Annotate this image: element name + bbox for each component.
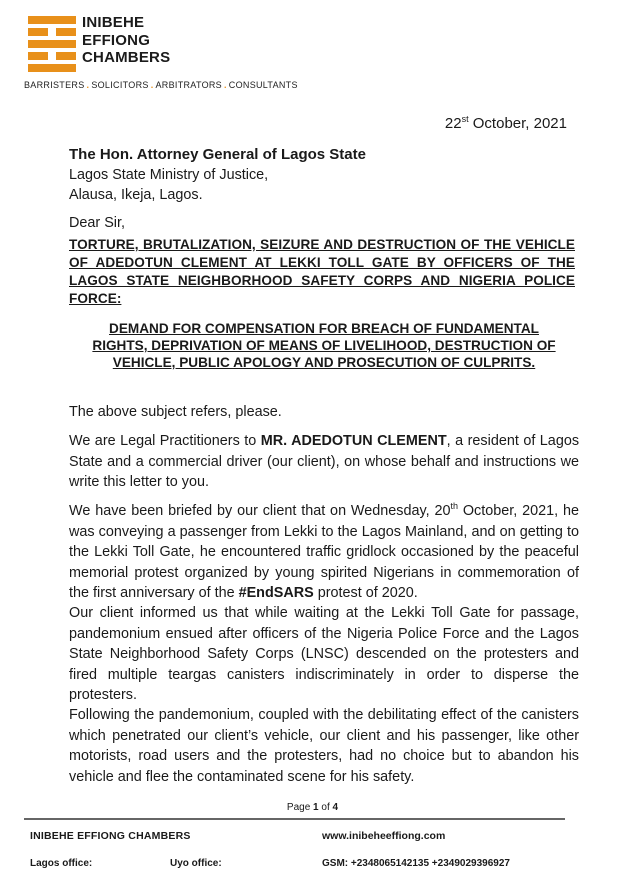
tagline-item: BARRISTERS xyxy=(24,80,85,90)
addressee-block xyxy=(69,145,366,205)
footer-gsm: GSM: +2348065142135 +2349029396927 xyxy=(322,858,510,869)
logo-bar xyxy=(28,28,48,36)
logo-bar xyxy=(28,52,48,60)
letter-date: 22st October, 2021 xyxy=(444,114,567,132)
addressee-line-1: Lagos State Ministry of Justice, xyxy=(69,167,269,183)
hashtag: #EndSARS xyxy=(238,585,314,601)
body-paragraph-2: We are Legal Practitioners to MR. ADEDOTUN CLEMENT, a resident of Lagos State and a commercial driver (our client), on whose behalf and instructions we write this letter to you. xyxy=(69,433,580,490)
letterhead xyxy=(24,14,344,94)
logo-bar xyxy=(28,64,76,72)
tagline-item: SOLICITORS xyxy=(91,80,149,90)
firm-name-line-2: EFFIONG xyxy=(82,31,151,49)
firm-name-line-1: INIBEHE xyxy=(82,14,145,31)
body-paragraph-4: Our client informed us that while waiting at the Lekki Toll Gate for passage, pandemonium ensued after officers of the Nigeria Police Force and the Lagos State Neighborhood Safety Corps (LNSC) descended on the protesters and fired multiple teargas canisters indiscriminately in order to disperse the protesters. xyxy=(69,605,579,703)
footer-lagos-office: Lagos office: xyxy=(30,858,93,869)
tagline-dot: . xyxy=(223,80,227,90)
tagline-item: ARBITRATORS xyxy=(155,80,222,90)
logo-bar xyxy=(56,28,76,36)
footer-uyo-office: Uyo office: xyxy=(170,858,222,869)
subject-heading: TORTURE, BRUTALIZATION, SEIZURE AND DESTRUCTION OF THE VEHICLE OF ADEDOTUN CLEMENT AT LEKKI TOLL GATE BY OFFICERS OF THE LAGOS STATE NEIGHBORHOOD SAFETY CORPS AND NIGERIA POLICE FORCE: xyxy=(69,237,575,306)
page-number: Page 1 of 4 xyxy=(286,802,339,813)
firm-name xyxy=(82,14,170,67)
firm-name-line-3: CHAMBERS xyxy=(82,49,171,66)
addressee-line-2: Alausa, Ikeja, Lagos. xyxy=(69,187,203,203)
body-paragraph-1: The above subject refers, please. xyxy=(69,404,282,420)
client-name: MR. ADEDOTUN CLEMENT xyxy=(260,433,447,449)
logo-bar xyxy=(28,16,76,24)
logo-bar xyxy=(56,52,76,60)
tagline-item: CONSULTANTS xyxy=(228,80,298,90)
tagline-dot: . xyxy=(86,80,90,90)
body-paragraph-3: We have been briefed by our client that on Wednesday, 20th October, 2021, he was conveying a passenger from Lekki to the Lagos Mainland, and on getting to the Lekki Toll Gate, he encountered traffic gridlock occasioned by the peaceful memorial protest organized by young spirited Nigerians in commemoration of the first anniversary of the #EndSARS protest of 2020. xyxy=(69,501,579,601)
demand-heading: DEMAND FOR COMPENSATION FOR BREACH OF FUNDAMENTAL RIGHTS, DEPRIVATION OF MEANS OF LIVELIHOOD, DESTRUCTION OF VEHICLE, PUBLIC APOLOGY AND PROSECUTION OF CULPRITS. xyxy=(92,321,556,370)
footer-firm-name: INIBEHE EFFIONG CHAMBERS xyxy=(30,830,191,842)
tagline-dot: . xyxy=(150,80,154,90)
firm-tagline xyxy=(24,80,298,90)
footer-website: www.inibeheeffiong.com xyxy=(322,830,446,842)
salutation: Dear Sir, xyxy=(69,215,125,231)
footer-divider xyxy=(24,818,565,820)
body-paragraph-5: Following the pandemonium, coupled with the debilitating effect of the canisters which penetrated our client’s vehicle, our client and his passenger, like other motorists, road users and the protesters, had no choice but to abandon his vehicle and flee the contaminated scene for his safety. xyxy=(69,707,579,785)
logo-bar xyxy=(28,40,76,48)
addressee-title: The Hon. Attorney General of Lagos State xyxy=(69,146,366,163)
firm-logo-icon xyxy=(28,16,76,74)
